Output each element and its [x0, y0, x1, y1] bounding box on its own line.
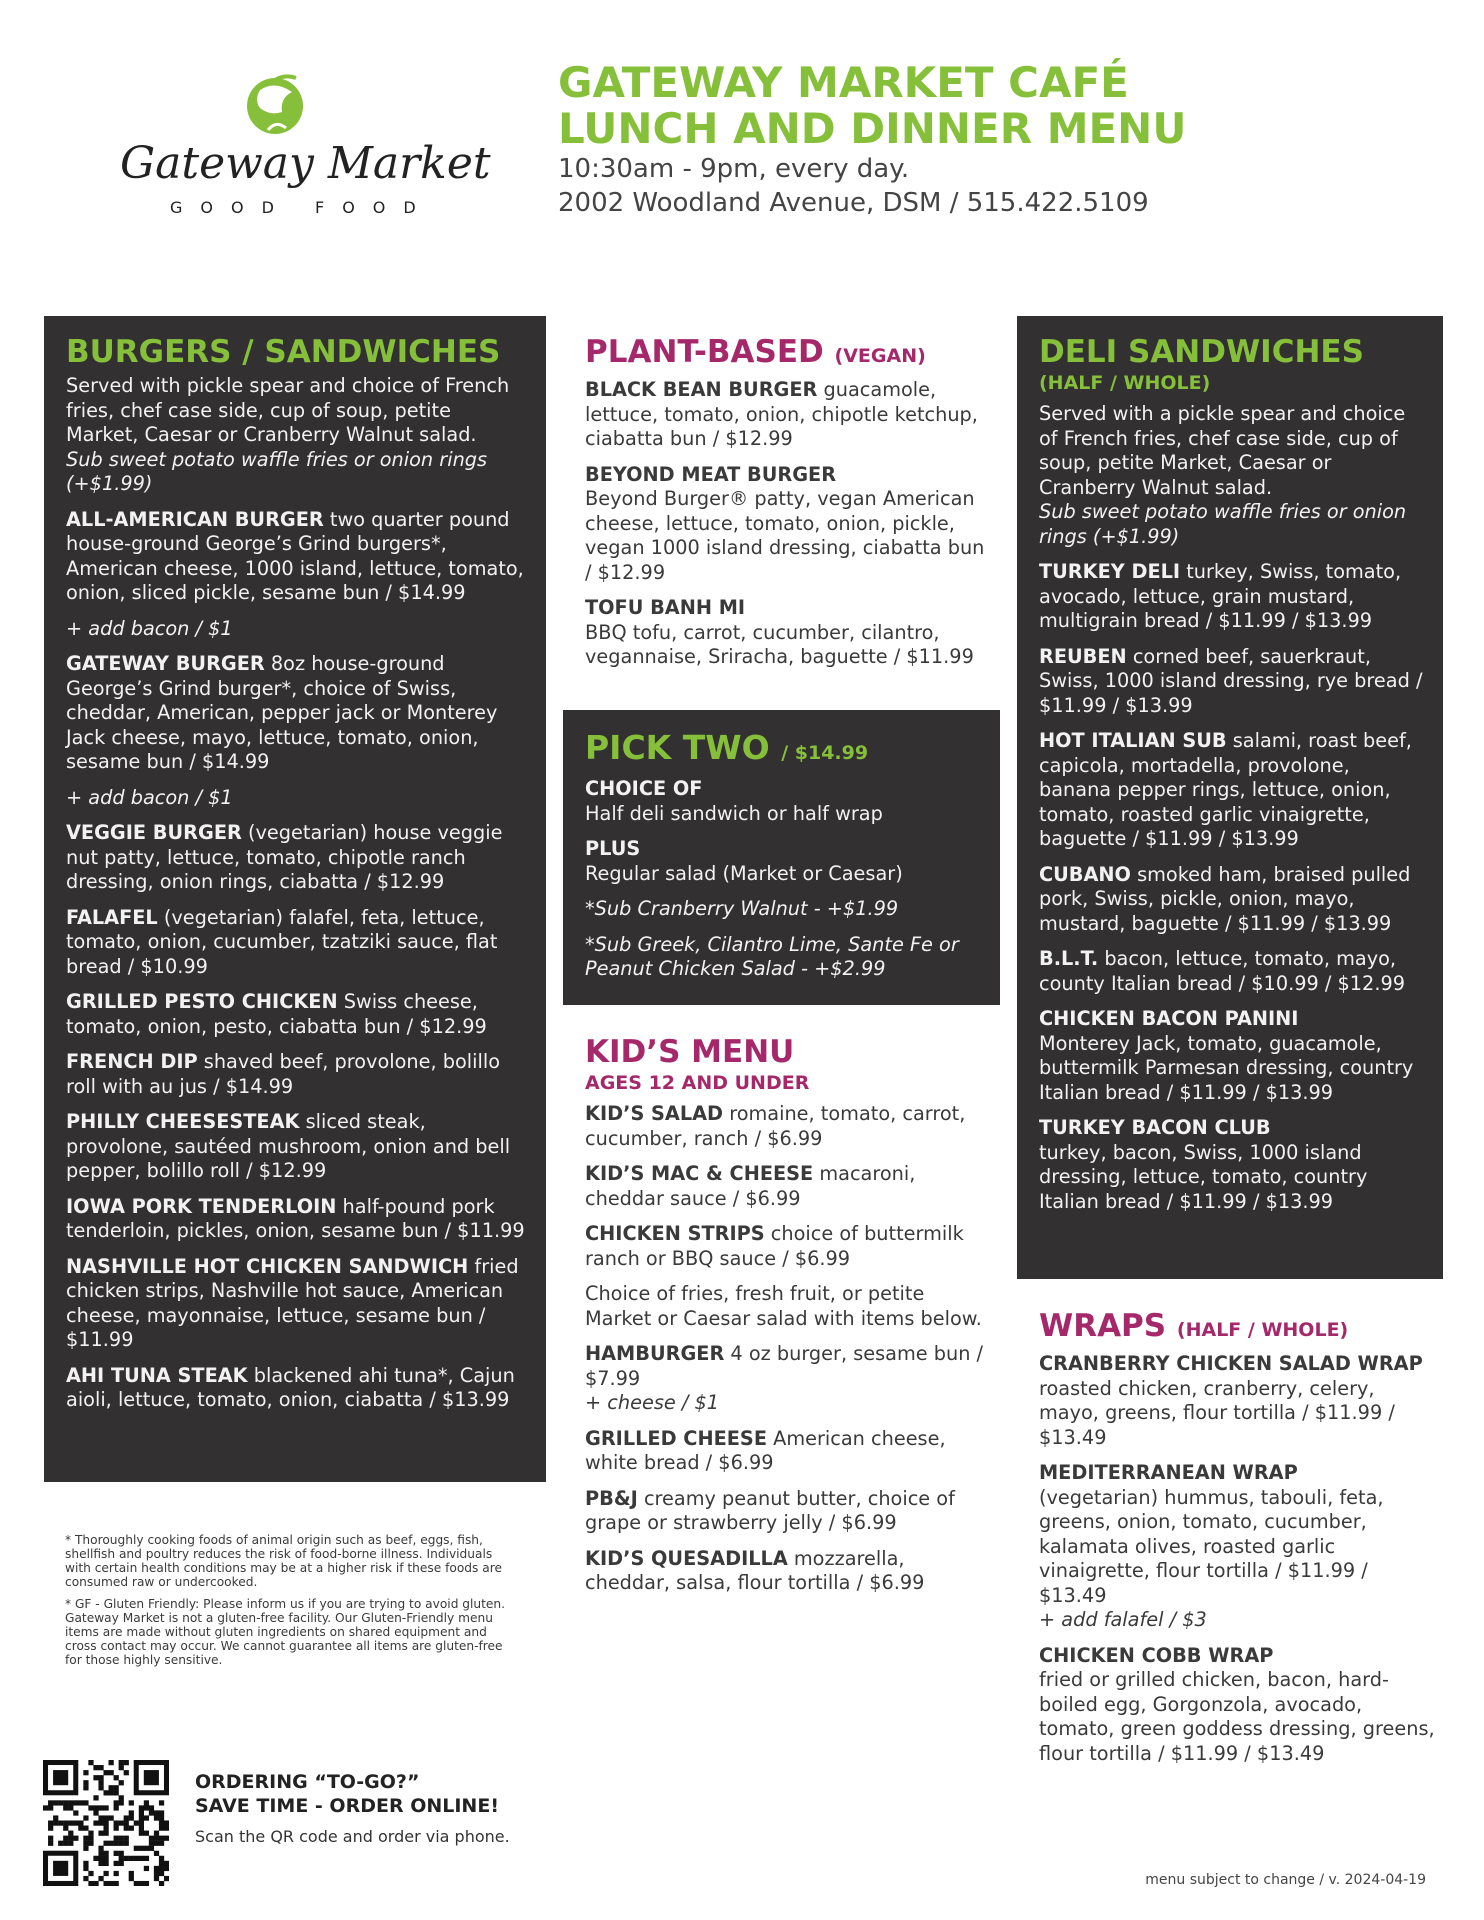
plant-based-list [585, 378, 985, 670]
menu-item-desc: 4 oz burger, sesame bun / $7.99 [585, 1342, 984, 1390]
wraps-tag: (HALF / WHOLE) [1176, 1319, 1349, 1341]
ordering-line1: ORDERING “TO-GO?” [195, 1771, 420, 1793]
pick-two-panel [563, 710, 1000, 1005]
plant-based-section [585, 334, 985, 681]
burgers-list [66, 508, 526, 1413]
menu-item-name: CRANBERRY CHICKEN SALAD WRAP [1039, 1352, 1423, 1375]
page-title-line1: GATEWAY MARKET CAFÉ [558, 58, 1129, 107]
menu-item [1039, 1007, 1427, 1105]
menu-item [585, 463, 985, 586]
menu-item-name: PHILLY CHEESESTEAK [66, 1110, 300, 1133]
menu-item-desc: turkey, Swiss, tomato, avocado, lettuce, grain mustard, multigrain bread / $11.99 / $13.99 [1039, 560, 1402, 632]
menu-item [585, 1162, 990, 1211]
menu-item [66, 1050, 526, 1099]
menu-item-name: BEYOND MEAT BURGER [585, 462, 837, 486]
burgers-panel [44, 316, 546, 1482]
menu-item-desc: Monterey Jack, tomato, guacamole, buttermilk Parmesan dressing, country Italian bread / $11.99 / $13.99 [1039, 1031, 1414, 1104]
kids-list [585, 1102, 990, 1596]
menu-item-desc: smoked ham, braised pulled pork, Swiss, pickle, onion, mayo, mustard, baguette / $11.99 / $13.99 [1039, 862, 1411, 935]
menu-item [585, 1487, 990, 1536]
gateway-market-logo [120, 70, 491, 220]
menu-item [1039, 863, 1427, 937]
menu-item-desc: choice of buttermilk ranch or BBQ sauce / $6.99 [585, 1222, 964, 1270]
qr-code[interactable] [43, 1760, 169, 1886]
menu-item-extra: + cheese / $1 [585, 1391, 720, 1414]
wraps-title-text: WRAPS [1039, 1308, 1167, 1344]
menu-item-name: NASHVILLE HOT CHICKEN SANDWICH [66, 1254, 469, 1278]
menu-item [66, 652, 526, 775]
menu-item-desc: roasted chicken, cranberry, celery, mayo, greens, flour tortilla / $11.99 / $13.49 [1039, 1376, 1395, 1449]
menu-item [1039, 729, 1427, 852]
menu-item-name: REUBEN [1039, 644, 1127, 668]
pick-two-price: / $14.99 [781, 742, 869, 764]
menu-item-desc: creamy peanut butter, choice of grape or strawberry jelly / $6.99 [585, 1486, 955, 1534]
burgers-intro: Served with pickle spear and choice of French fries, chef case side, cup of soup, petite Market, Caesar or Cranberry Walnut salad. [66, 374, 510, 446]
qr-code-icon [43, 1760, 169, 1886]
page-title-line2: LUNCH AND DINNER MENU [558, 104, 1187, 153]
menu-item-name: B.L.T. [1039, 947, 1099, 970]
menu-item [585, 1342, 990, 1416]
menu-item-name: TURKEY BACON CLUB [1039, 1116, 1271, 1139]
menu-item [1039, 1461, 1439, 1633]
logo-tagline: GOOD FOOD [170, 198, 434, 217]
menu-item-desc: macaroni, cheddar sauce / $6.99 [585, 1162, 916, 1210]
pick-two-plus [585, 837, 980, 886]
footnote-raw-food: * Thoroughly cooking foods of animal origin such as beef, eggs, fish, shellfish and poultry reduces the risk of food-borne illness. Individuals with certain health conditions may be at a higher risk if these foods are consumed raw or undercooked. [65, 1533, 502, 1589]
ordering-callout [195, 1770, 515, 1847]
deli-panel [1017, 316, 1443, 1279]
address-text: 2002 Woodland Avenue, DSM / 515.422.5109 [558, 188, 1149, 218]
menu-item-extra: + add falafel / $3 [1039, 1608, 1207, 1631]
menu-item-desc: salami, roast beef, capicola, mortadella, provolone, banana pepper rings, lettuce, onion, tomato, roasted garlic vinaigrette, baguette / $11.99 / $13.99 [1039, 729, 1412, 850]
logo-wordmark: Gateway Market [120, 138, 491, 189]
menu-item [66, 990, 526, 1039]
menu-item [66, 906, 526, 980]
menu-item [585, 1547, 990, 1596]
menu-item-desc: BBQ tofu, carrot, cucumber, cilantro, vegannaise, Sriracha, baguette / $11.99 [585, 620, 974, 668]
plant-based-tag: (VEGAN) [834, 345, 926, 367]
burgers-title: BURGERS / SANDWICHES [66, 334, 501, 370]
menu-item-name: GRILLED PESTO CHICKEN [66, 990, 338, 1013]
menu-item-desc: shaved beef, provolone, bolillo roll with au jus / $14.99 [66, 1050, 501, 1098]
menu-item-note: + add bacon / $1 [66, 785, 233, 809]
menu-item-name: BLACK BEAN BURGER [585, 378, 818, 401]
menu-item-name: ALL-AMERICAN BURGER [66, 507, 324, 531]
version-note: menu subject to change / v. 2024-04-19 [1145, 1872, 1426, 1888]
menu-item-name: PB&J [585, 1486, 638, 1510]
kids-title: KID’S MENU [585, 1034, 795, 1070]
menu-item-desc: (vegetarian) hummus, tabouli, feta, greens, onion, tomato, cucumber, kalamata olives, roasted garlic vinaigrette, flour tortilla / $11.99 / $13.49 [1039, 1485, 1384, 1607]
menu-item-desc: fried or grilled chicken, bacon, hard-boiled egg, Gorgonzola, avocado, tomato, green goddess dressing, greens, flour tortilla / $11.99 / $13.49 [1039, 1668, 1435, 1765]
menu-item-desc: sliced steak, provolone, sautéed mushroom, onion and bell pepper, bolillo roll / $12.99 [66, 1110, 511, 1182]
menu-item-name: TURKEY DELI [1039, 560, 1181, 583]
footnotes [65, 1533, 510, 1675]
menu-item-name: CUBANO [1039, 862, 1131, 886]
menu-item-name: CHICKEN BACON PANINI [1039, 1007, 1299, 1030]
ordering-line2: SAVE TIME - ORDER ONLINE! [195, 1795, 499, 1817]
menu-item [1039, 947, 1427, 996]
menu-item [1039, 1644, 1439, 1767]
menu-item-note: + add bacon / $1 [66, 616, 233, 640]
menu-item [66, 1364, 526, 1413]
pick-two-plus-label: PLUS [585, 837, 641, 860]
plant-based-title [585, 334, 985, 374]
menu-item-name: KID’S QUESADILLA [585, 1546, 788, 1570]
menu-item [66, 1255, 526, 1353]
menu-item [585, 378, 985, 452]
deli-list [1039, 560, 1427, 1214]
deli-subtitle: (HALF / WHOLE) [1039, 372, 1211, 394]
menu-item [66, 821, 526, 895]
menu-item-desc: mozzarella, cheddar, salsa, flour tortilla / $6.99 [585, 1546, 925, 1594]
pick-two-title-text: PICK TWO [585, 728, 770, 767]
menu-item-name: TOFU BANH MI [585, 596, 746, 619]
menu-item-name: IOWA PORK TENDERLOIN [66, 1194, 337, 1218]
wraps-section [1039, 1308, 1439, 1777]
menu-item [585, 1102, 990, 1151]
burgers-intro-sub: Sub sweet potato waffle fries or onion rings (+$1.99) [66, 447, 488, 495]
deli-intro: Served with a pickle spear and choice of French fries, chef case side, cup of soup, petite Market, Caesar or Cranberry Walnut salad. [1039, 402, 1406, 499]
menu-item-name: AHI TUNA STEAK [66, 1363, 248, 1387]
menu-item-name: GATEWAY BURGER [66, 652, 265, 675]
menu-item-desc: romaine, tomato, carrot, cucumber, ranch / $6.99 [585, 1102, 966, 1150]
pick-two-choice-label: CHOICE OF [585, 777, 703, 800]
menu-item-desc: fried chicken strips, Nashville hot sauce, American cheese, mayonnaise, lettuce, sesame bun / $11.99 [66, 1254, 519, 1351]
menu-item [1039, 645, 1427, 719]
menu-item-desc: corned beef, sauerkraut, Swiss, 1000 island dressing, rye bread / $11.99 / $13.99 [1039, 644, 1423, 717]
menu-item-name: KID’S MAC & CHEESE [585, 1162, 814, 1185]
pick-two-choice-text: Half deli sandwich or half wrap [585, 801, 883, 825]
menu-item-name: HAMBURGER [585, 1342, 725, 1365]
menu-item-name: FRENCH DIP [66, 1050, 198, 1073]
hours-text: 10:30am - 9pm, every day. [558, 154, 910, 184]
menu-item-desc: half-pound pork tenderloin, pickles, onion, sesame bun / $11.99 [66, 1194, 525, 1242]
menu-item-name: FALAFEL [66, 905, 158, 929]
menu-item [585, 596, 985, 670]
kids-menu-section [585, 1034, 990, 1607]
menu-item-desc: (vegetarian) house veggie nut patty, lettuce, tomato, chipotle ranch dressing, onion rings, ciabatta / $12.99 [66, 821, 503, 893]
pick-two-title [585, 728, 980, 773]
menu-item-desc: guacamole, lettuce, tomato, onion, chipotle ketchup, ciabatta bun / $12.99 [585, 378, 978, 450]
menu-item [1039, 1352, 1439, 1450]
footnote-gluten: * GF - Gluten Friendly: Please inform us if you are trying to avoid gluten. Gateway Market is not a gluten-free facility. Our Gluten-Friendly menu items are made without gluten ingredients on shared equipment and cross contact may occur. We cannot guarantee all items are gluten-free for those highly sensitive. [65, 1597, 506, 1667]
menu-item-name: GRILLED CHEESE [585, 1426, 767, 1450]
menu-item-desc: bacon, lettuce, tomato, mayo, county Italian bread / $10.99 / $12.99 [1039, 947, 1405, 995]
wraps-list [1039, 1352, 1439, 1766]
menu-item-name: MEDITERRANEAN WRAP [1039, 1461, 1298, 1484]
menu-item [585, 1427, 990, 1476]
globe-leaf-icon [230, 70, 320, 140]
menu-item [585, 1282, 990, 1331]
menu-item [66, 1110, 526, 1184]
menu-item-name: CHICKEN COBB WRAP [1039, 1643, 1274, 1667]
menu-item-desc: Swiss cheese, tomato, onion, pesto, ciabatta bun / $12.99 [66, 990, 487, 1038]
menu-item-name: HOT ITALIAN SUB [1039, 729, 1227, 752]
menu-item-desc: turkey, bacon, Swiss, 1000 island dressing, lettuce, tomato, country Italian bread / $11.99 / $13.99 [1039, 1140, 1368, 1213]
menu-item-name: CHICKEN STRIPS [585, 1222, 765, 1245]
menu-item [585, 1222, 990, 1271]
deli-intro-sub: Sub sweet potato waffle fries or onion rings (+$1.99) [1039, 500, 1407, 548]
menu-item [1039, 560, 1427, 634]
deli-title: DELI SANDWICHES [1039, 334, 1364, 370]
menu-item [66, 508, 526, 606]
menu-item-desc: Choice of fries, fresh fruit, or petite Market or Caesar salad with items below. [585, 1282, 982, 1330]
menu-item-name: KID’S SALAD [585, 1102, 724, 1125]
menu-item-desc: Beyond Burger® patty, vegan American cheese, lettuce, tomato, onion, pickle, vegan 1000 island dressing, ciabatta bun / $12.99 [585, 487, 985, 584]
pick-two-choice [585, 777, 980, 826]
pick-two-sub2: *Sub Greek, Cilantro Lime, Sante Fe or Peanut Chicken Salad - +$2.99 [585, 932, 959, 980]
menu-item-desc: two quarter pound house-ground George’s Grind burgers*, American cheese, 1000 island, lettuce, tomato, onion, sliced pickle, sesame bun / $14.99 [66, 507, 524, 604]
page-header [558, 60, 1438, 220]
menu-item-name: VEGGIE BURGER [66, 821, 242, 844]
ordering-line3: Scan the QR code and order via phone. [195, 1827, 510, 1846]
menu-item-desc: 8oz house-ground George’s Grind burger*, choice of Swiss, cheddar, American, pepper jack or Monterey Jack cheese, mayo, lettuce, tomato, onion, sesame bun / $14.99 [66, 652, 498, 773]
kids-subtitle: AGES 12 AND UNDER [585, 1072, 810, 1094]
menu-item-desc: blackened ahi tuna*, Cajun aioli, lettuce, tomato, onion, ciabatta / $13.99 [66, 1363, 515, 1411]
wraps-title [1039, 1308, 1439, 1348]
menu-item [1039, 1116, 1427, 1214]
menu-item-desc: (vegetarian) falafel, feta, lettuce, tomato, onion, cucumber, tzatziki sauce, flat bread / $10.99 [66, 905, 498, 978]
pick-two-plus-text: Regular salad (Market or Caesar) [585, 861, 903, 885]
pick-two-sub1: *Sub Cranberry Walnut - +$1.99 [585, 897, 899, 920]
plant-based-title-text: PLANT-BASED [585, 334, 824, 370]
menu-item [66, 1195, 526, 1244]
menu-item-desc: American cheese, white bread / $6.99 [585, 1426, 946, 1474]
